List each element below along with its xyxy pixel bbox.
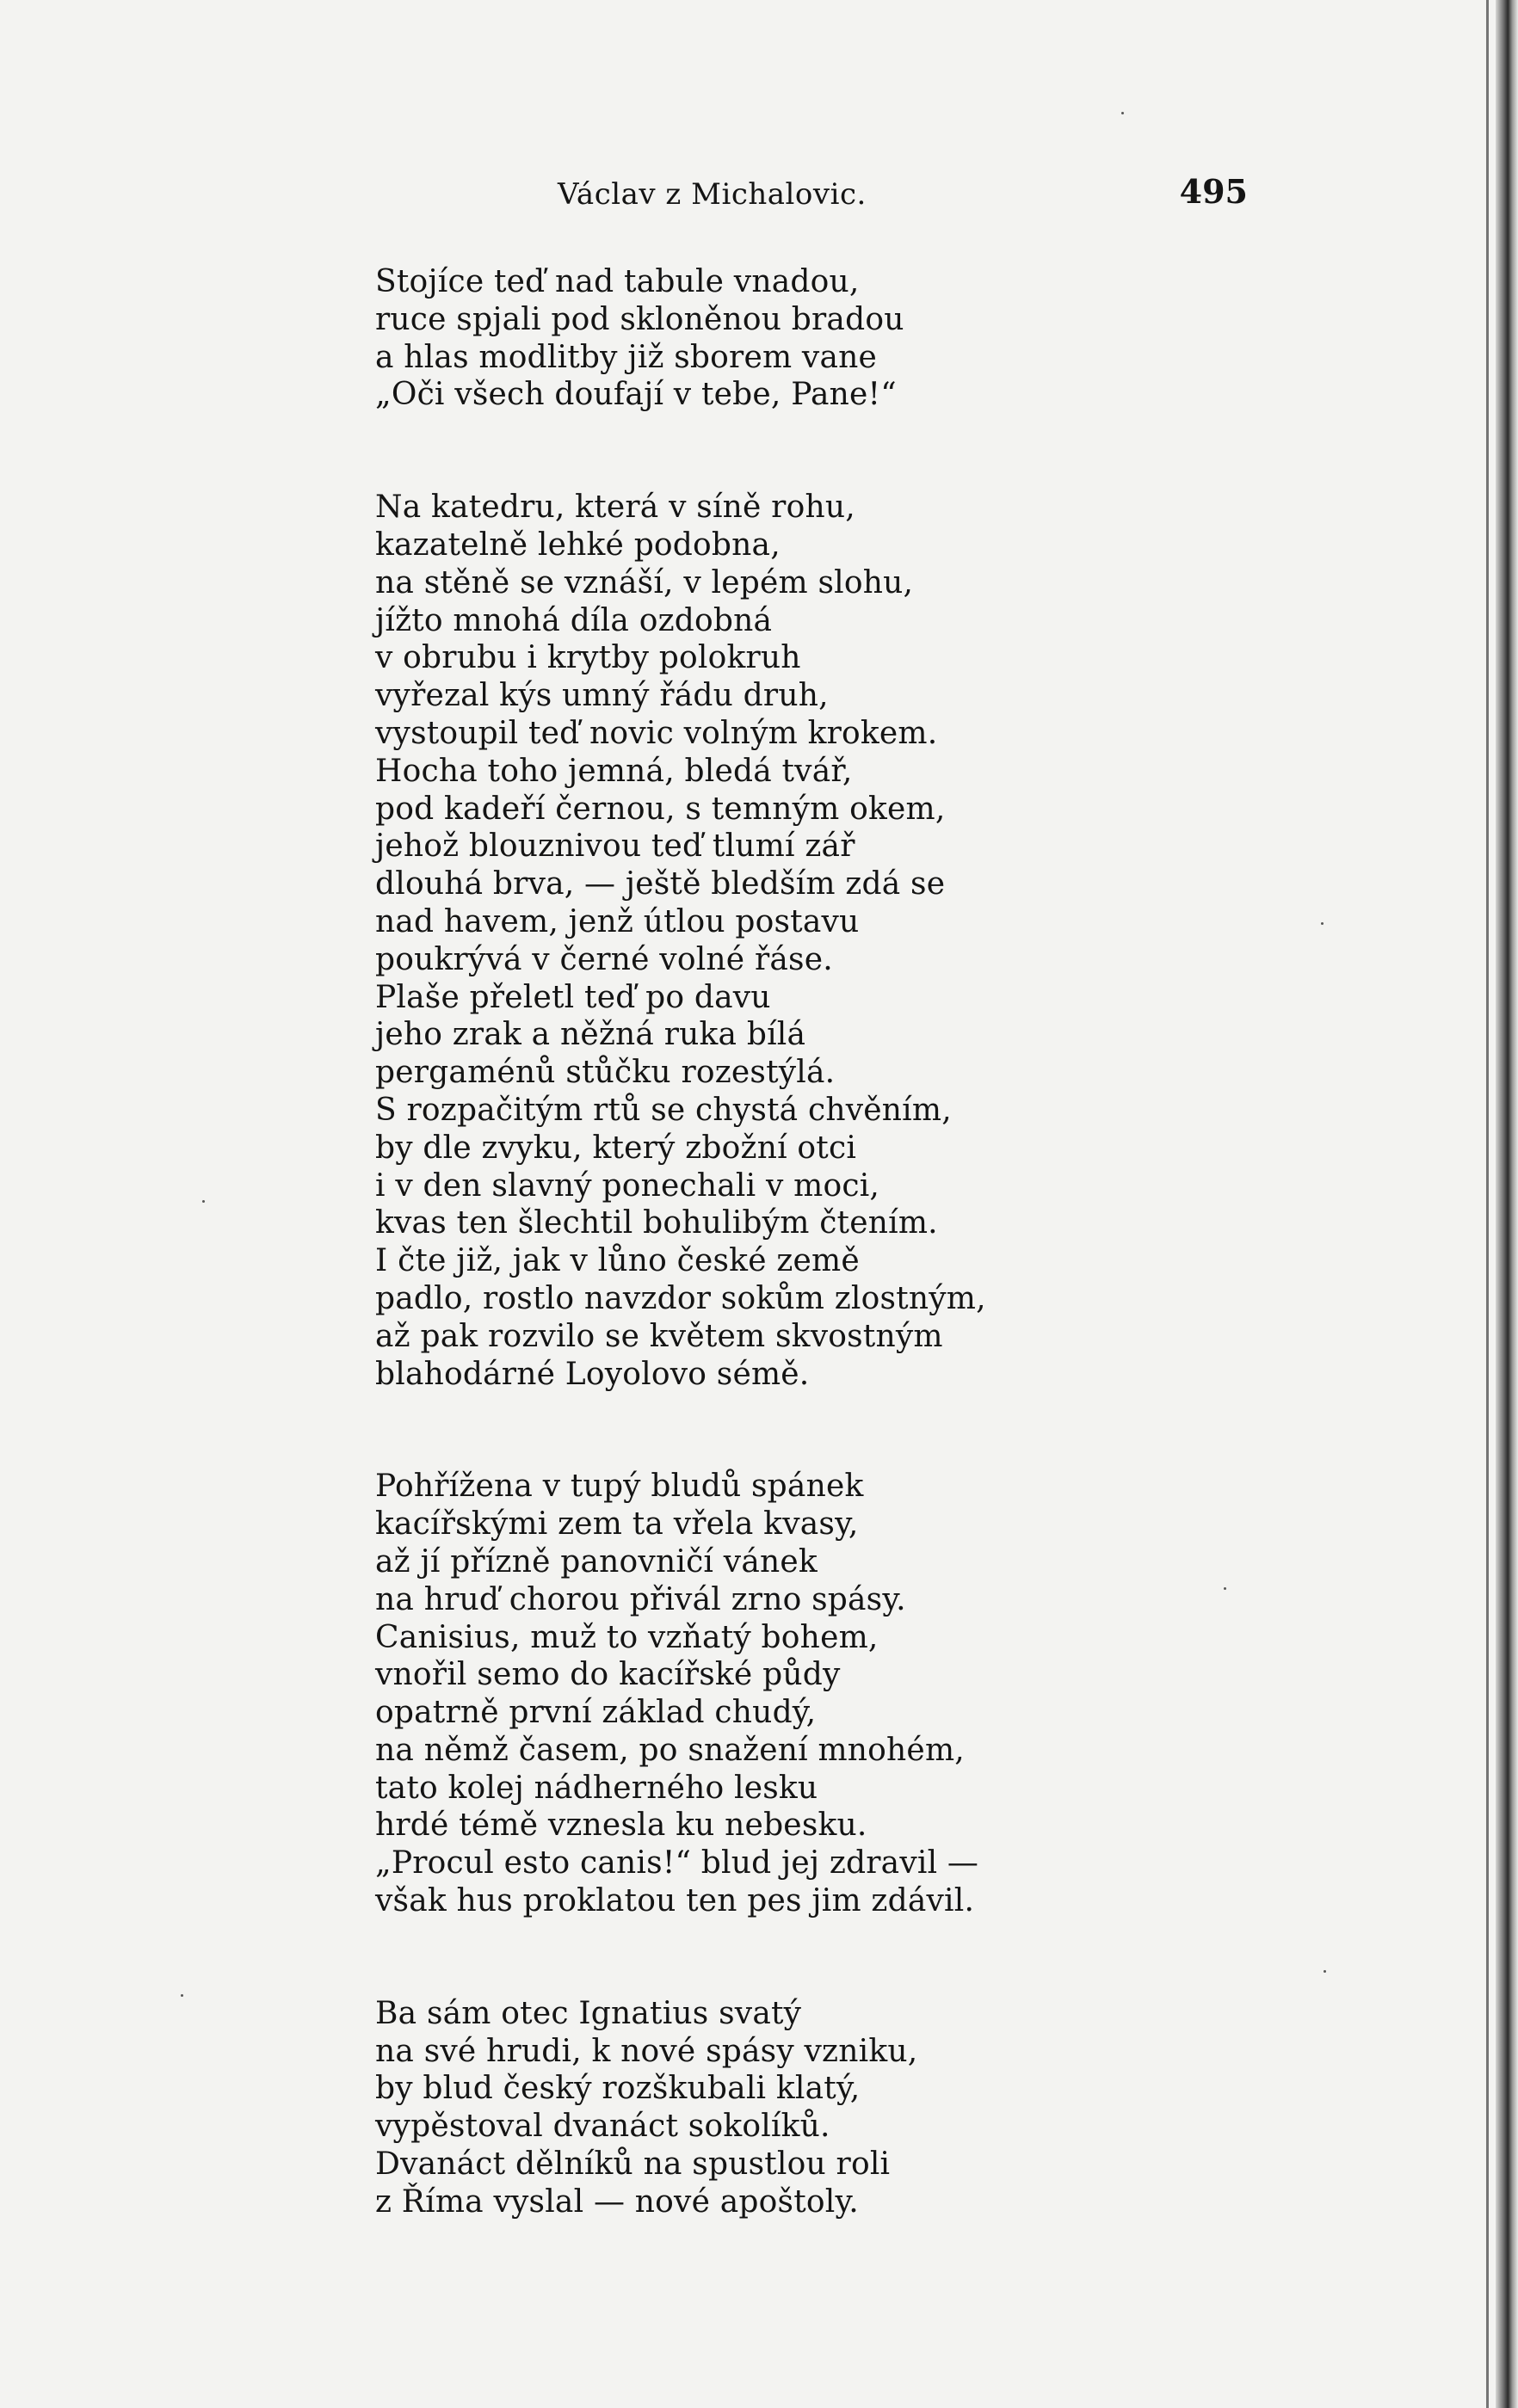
running-title: Václav z Michalovic. bbox=[558, 177, 867, 212]
poem-line: opatrně první základ chudý, bbox=[375, 1695, 817, 1731]
poem-line: I čte již, jak v lůno české země bbox=[375, 1243, 860, 1279]
poem-line: Dvanáct dělníků na spustlou roli bbox=[375, 2146, 891, 2183]
poem-line: na své hrudi, k nové spásy vzniku, bbox=[375, 2033, 918, 2069]
scan-speck bbox=[202, 1200, 205, 1203]
page-edge-line bbox=[1486, 0, 1489, 2408]
poem-line: Na katedru, která v síně rohu, bbox=[375, 490, 855, 526]
poem-line: Pohřížena v tupý bludů spánek bbox=[375, 1469, 864, 1505]
poem-line: i v den slavný ponechali v moci, bbox=[375, 1167, 880, 1204]
scan-speck bbox=[181, 1994, 183, 1997]
stanza bbox=[375, 1995, 1236, 2221]
scan-speck bbox=[1121, 112, 1124, 114]
poem-line: nad havem, jenž útlou postavu bbox=[375, 903, 860, 939]
poem-line: až pak rozvilo se květem skvostným bbox=[375, 1318, 943, 1354]
poem-line: Canisius, muž to vzňatý bohem, bbox=[375, 1619, 879, 1655]
poem-line: vystoupil teď novic volným krokem. bbox=[375, 715, 938, 751]
running-header bbox=[377, 172, 1248, 220]
poem-line: dlouhá brva, — ještě bledším zdá se bbox=[375, 866, 946, 902]
poem-line: „Oči všech doufají v tebe, Pane!“ bbox=[375, 377, 897, 413]
poem-line: hrdé témě vznesla ku nebesku. bbox=[375, 1808, 867, 1844]
poem-line: vnořil semo do kacířské půdy bbox=[375, 1657, 841, 1693]
poem-line: jížto mnohá díla ozdobná bbox=[375, 602, 773, 638]
poem-line: poukrývá v černé volné řáse. bbox=[375, 941, 833, 977]
poem-line: vypěstoval dvanáct sokolíků. bbox=[375, 2109, 830, 2145]
poem-line: pergaménů stůčku rozestýlá. bbox=[375, 1055, 836, 1091]
poem-line: S rozpačitým rtů se chystá chvěním, bbox=[375, 1092, 952, 1128]
poem-line: na němž časem, po snažení mnohém, bbox=[375, 1732, 965, 1768]
poem-line: vyřezal kýs umný řádu druh, bbox=[375, 678, 829, 714]
poem-line: z Říma vyslal — nové apoštoly. bbox=[375, 2183, 859, 2220]
poem-line: Hocha toho jemná, bledá tvář, bbox=[375, 753, 853, 789]
scan-speck bbox=[1324, 1970, 1326, 1973]
poem-line: blahodárné Loyolovo sémě. bbox=[375, 1356, 810, 1392]
poem-line: a hlas modlitby již sborem vane bbox=[375, 339, 878, 375]
poem-line: Stojíce teď nad tabule vnadou, bbox=[375, 264, 860, 299]
poem-line: „Procul esto canis!“ blud jej zdravil — bbox=[375, 1845, 979, 1881]
poem-line: kazatelně lehké podobna, bbox=[375, 527, 781, 563]
stanza bbox=[375, 263, 1236, 414]
book-spine-edge bbox=[1496, 0, 1518, 2408]
poem-line: v obrubu i krytby polokruh bbox=[375, 640, 801, 676]
poem-line: až jí přízně panovničí vánek bbox=[375, 1543, 818, 1580]
poem-line: padlo, rostlo navzdor sokům zlostným, bbox=[375, 1280, 986, 1316]
poem-line: by dle zvyku, který zbožní otci bbox=[375, 1130, 857, 1166]
poem-line: by blud český rozškubali klatý, bbox=[375, 2071, 861, 2107]
poem-line: na hruď chorou přivál zrno spásy. bbox=[375, 1581, 906, 1617]
poem-line: kvas ten šlechtil bohulibým čtením. bbox=[375, 1205, 938, 1241]
page-number: 495 bbox=[1179, 172, 1248, 211]
poem-line: tato kolej nádherného lesku bbox=[375, 1770, 818, 1806]
poem-line: Ba sám otec Ignatius svatý bbox=[375, 1995, 802, 2031]
poem-line: Plaše přeletl teď po davu bbox=[375, 979, 771, 1015]
poem-line: jehož blouznivou teď tlumí zář bbox=[375, 828, 855, 865]
poem-line: ruce spjali pod skloněnou bradou bbox=[375, 301, 904, 337]
poem-line: kacířskými zem ta vřela kvasy, bbox=[375, 1506, 859, 1543]
poem-line: jeho zrak a něžná ruka bílá bbox=[375, 1017, 806, 1053]
poem-body bbox=[375, 263, 1236, 2296]
poem-line: na stěně se vznáší, v lepém slohu, bbox=[375, 564, 914, 600]
stanza bbox=[375, 1468, 1236, 1920]
poem-line: však hus proklatou ten pes jim zdávil. bbox=[375, 1883, 975, 1919]
scan-speck bbox=[1321, 922, 1324, 925]
poem-line: pod kadeří černou, s temným okem, bbox=[375, 791, 946, 827]
stanza bbox=[375, 489, 1236, 1393]
